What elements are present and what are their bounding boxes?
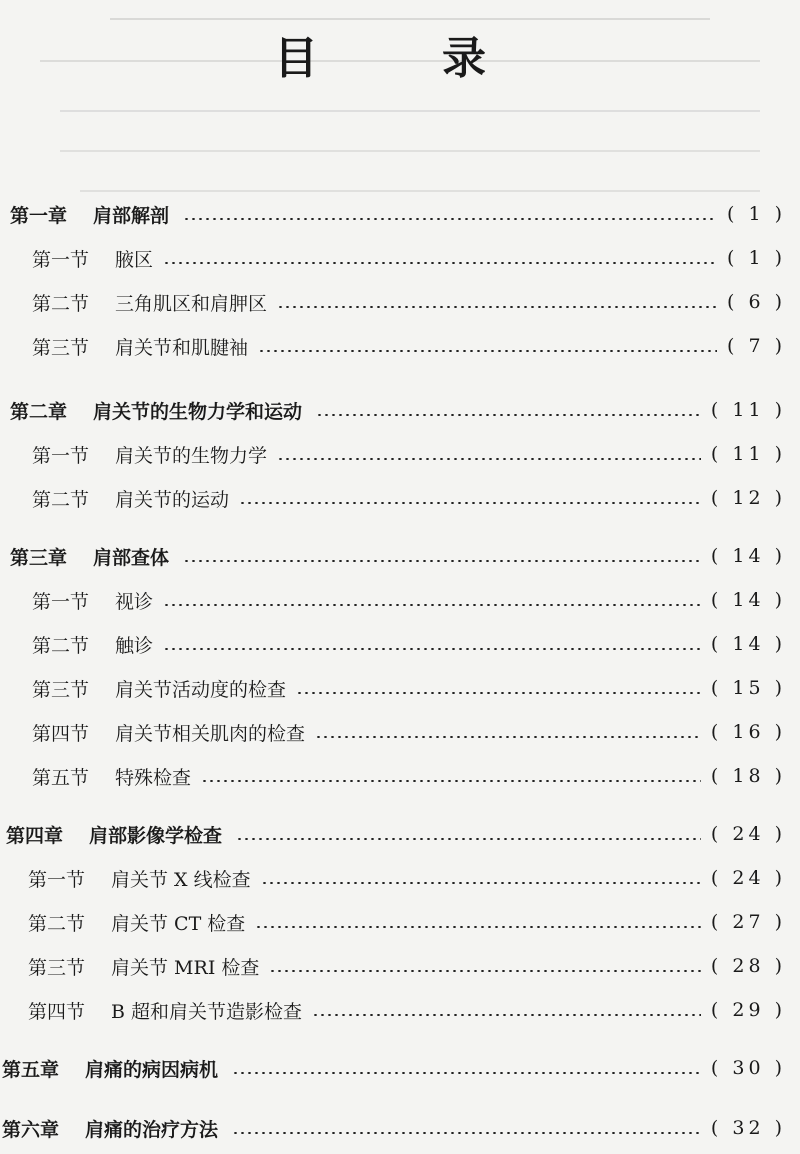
entry-page-number: ( 32 ) <box>710 1117 786 1139</box>
entry-number: 第五节 <box>32 766 90 789</box>
entry-title: 肩关节的运动 <box>115 488 230 511</box>
entry-number: 第一节 <box>32 590 90 613</box>
entry-number: 第三章 <box>10 546 68 569</box>
entry-page-number: ( 6 ) <box>727 291 786 313</box>
dot-leader <box>163 648 701 650</box>
entry-title: B 超和肩关节造影检查 <box>111 1000 303 1023</box>
entry-page-number: ( 18 ) <box>710 765 786 787</box>
dot-leader <box>258 350 717 352</box>
dot-leader <box>277 306 717 308</box>
entry-page-number: ( 7 ) <box>727 335 786 357</box>
toc-section-entry <box>32 480 786 516</box>
entry-page-number: ( 28 ) <box>710 955 786 977</box>
entry-page-number: ( 14 ) <box>710 589 786 611</box>
dot-leader <box>183 218 717 220</box>
entry-title: 肩关节相关肌肉的检查 <box>115 722 306 745</box>
entry-number: 第二节 <box>32 292 90 315</box>
toc-section-entry <box>32 670 786 706</box>
toc-chapter-entry <box>6 816 786 852</box>
entry-title: 肩部影像学检查 <box>89 824 223 847</box>
toc-chapter-entry <box>2 1110 786 1146</box>
toc-section-entry <box>28 904 786 940</box>
entry-number: 第二节 <box>32 634 90 657</box>
entry-page-number: ( 30 ) <box>710 1057 786 1079</box>
entry-page-number: ( 27 ) <box>710 911 786 933</box>
entry-number: 第一节 <box>28 868 86 891</box>
entry-page-number: ( 29 ) <box>710 999 786 1021</box>
dot-leader <box>236 838 701 840</box>
entry-title: 肩关节 MRI 检查 <box>111 956 260 979</box>
entry-number: 第六章 <box>2 1118 60 1141</box>
entry-title: 肩关节活动度的检查 <box>115 678 287 701</box>
dot-leader <box>316 414 701 416</box>
entry-page-number: ( 12 ) <box>710 487 786 509</box>
toc-chapter-entry <box>2 1050 786 1086</box>
toc-section-entry <box>32 240 786 276</box>
entry-page-number: ( 14 ) <box>710 545 786 567</box>
entry-number: 第三节 <box>32 336 90 359</box>
dot-leader <box>163 262 717 264</box>
entry-number: 第二节 <box>28 912 86 935</box>
dot-leader <box>232 1132 701 1134</box>
toc-chapter-entry <box>10 392 786 428</box>
dot-leader <box>312 1014 701 1016</box>
dot-leader <box>201 780 701 782</box>
entry-page-number: ( 11 ) <box>710 443 786 465</box>
toc-section-entry <box>32 436 786 472</box>
entry-title: 肩关节的生物力学 <box>115 444 268 467</box>
dot-leader <box>255 926 701 928</box>
entry-title: 视诊 <box>115 590 154 613</box>
toc-section-entry <box>28 992 786 1028</box>
entry-number: 第三节 <box>32 678 90 701</box>
toc-section-entry <box>32 582 786 618</box>
entry-page-number: ( 11 ) <box>710 399 786 421</box>
entry-title: 肩关节和肌腱袖 <box>115 336 249 359</box>
entry-page-number: ( 1 ) <box>727 203 786 225</box>
toc-section-entry <box>32 328 786 364</box>
entry-title: 触诊 <box>115 634 154 657</box>
entry-number: 第二节 <box>32 488 90 511</box>
entry-number: 第二章 <box>10 400 68 423</box>
entry-page-number: ( 24 ) <box>710 823 786 845</box>
toc-section-entry <box>28 860 786 896</box>
entry-number: 第四章 <box>6 824 64 847</box>
entry-number: 第一节 <box>32 444 90 467</box>
entry-page-number: ( 15 ) <box>710 677 786 699</box>
entry-number: 第四节 <box>32 722 90 745</box>
entry-title: 肩部解剖 <box>93 204 170 227</box>
entry-number: 第一节 <box>32 248 90 271</box>
toc-chapter-entry <box>10 538 786 574</box>
entry-title: 特殊检查 <box>115 766 192 789</box>
entry-title: 三角肌区和肩胛区 <box>115 292 268 315</box>
toc-section-entry <box>32 284 786 320</box>
page-title: 目 录 <box>274 33 526 84</box>
dot-leader <box>315 736 701 738</box>
entry-title: 肩关节的生物力学和运动 <box>93 400 303 423</box>
toc-section-entry <box>32 626 786 662</box>
entry-page-number: ( 16 ) <box>710 721 786 743</box>
entry-title: 肩关节 X 线检查 <box>111 868 251 891</box>
entry-number: 第一章 <box>10 204 68 227</box>
entry-title: 肩部查体 <box>93 546 170 569</box>
dot-leader <box>261 882 701 884</box>
dot-leader <box>239 502 701 504</box>
dot-leader <box>183 560 701 562</box>
toc-section-entry <box>32 714 786 750</box>
toc-section-entry <box>28 948 786 984</box>
entry-title: 肩痛的病因病机 <box>85 1058 219 1081</box>
entry-title: 肩关节 CT 检查 <box>111 912 246 935</box>
dot-leader <box>232 1072 701 1074</box>
entry-title: 肩痛的治疗方法 <box>85 1118 219 1141</box>
toc-chapter-entry <box>10 196 786 232</box>
dot-leader <box>277 458 701 460</box>
entry-number: 第五章 <box>2 1058 60 1081</box>
entry-number: 第三节 <box>28 956 86 979</box>
dot-leader <box>163 604 701 606</box>
entry-page-number: ( 24 ) <box>710 867 786 889</box>
entry-page-number: ( 14 ) <box>710 633 786 655</box>
entry-title: 腋区 <box>115 248 154 271</box>
dot-leader <box>296 692 701 694</box>
toc-section-entry <box>32 758 786 794</box>
entry-number: 第四节 <box>28 1000 86 1023</box>
dot-leader <box>269 970 701 972</box>
entry-page-number: ( 1 ) <box>727 247 786 269</box>
